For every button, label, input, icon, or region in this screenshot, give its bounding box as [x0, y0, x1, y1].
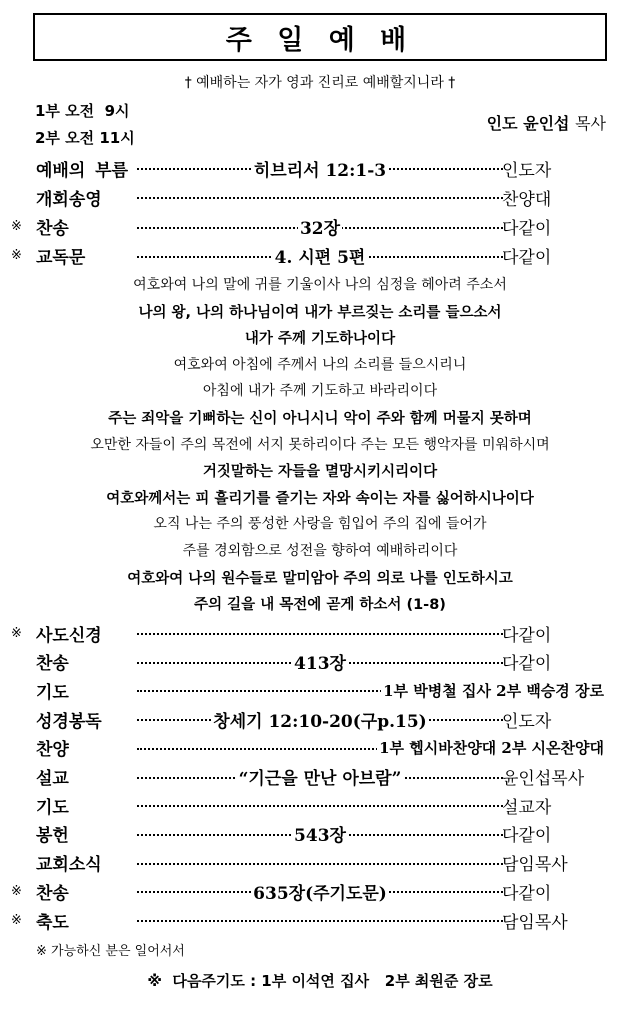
- psalm-line: 여호와여 나의 원수들로 말미암아 주의 의로 나를 인도하시고: [127, 570, 513, 587]
- stand-mark: ※: [11, 219, 22, 235]
- order-detail: [137, 878, 503, 904]
- standing-note: ※ 가능하신 분은 일어서서: [36, 944, 185, 959]
- order-center-text: 413장: [292, 649, 348, 674]
- dot-leader: [137, 633, 503, 635]
- order-label: 찬송: [36, 219, 69, 240]
- order-detail: [137, 764, 503, 790]
- order-detail: [137, 792, 503, 818]
- order-label: 교회소식: [36, 855, 102, 876]
- order-detail: [137, 214, 503, 240]
- order-detail: [137, 243, 503, 269]
- psalm-line: 아침에 내가 주께 기도하고 바라리이다: [202, 383, 438, 400]
- psalm-line: 오만한 자들이 주의 목전에 서지 못하리이다 주는 모든 행악자를 미워하시며: [90, 436, 550, 453]
- psalm-line: 주는 죄악을 기뻐하는 신이 아니시니 악이 주와 함께 머물지 못하며: [108, 411, 532, 427]
- order-label: 기도: [36, 682, 69, 703]
- psalm-line: 나의 왕, 나의 하나님이여 내가 부르짖는 소리를 들으소서: [138, 304, 502, 321]
- order-center-text: 543장: [292, 821, 348, 846]
- order-row: [0, 850, 640, 876]
- order-label: 사도신경: [36, 625, 102, 646]
- order-responsible: 인도자: [502, 160, 552, 181]
- order-responsible: 설교자: [502, 797, 552, 818]
- order-label: 찬양: [36, 740, 69, 761]
- second-service-time: 2부 오전 11시: [35, 129, 135, 147]
- dot-leader: [137, 197, 503, 199]
- order-detail: [137, 620, 503, 646]
- dot-leader: [137, 863, 503, 865]
- stand-mark: ※: [11, 625, 22, 641]
- psalm-line: 주의 길을 내 목전에 곧게 하소서 (1-8): [194, 597, 446, 614]
- order-label: 성경봉독: [36, 711, 102, 732]
- order-detail: [137, 184, 503, 210]
- order-responsible: 다같이: [502, 883, 552, 904]
- order-detail: [137, 850, 503, 876]
- order-center-text: 4. 시편 5편: [273, 243, 368, 268]
- worship-leader: [487, 111, 606, 134]
- stand-mark: ※: [11, 883, 22, 899]
- psalm-line: 내가 주께 기도하나이다: [244, 331, 396, 348]
- order-detail: [137, 677, 606, 703]
- order-row: [0, 214, 640, 240]
- order-label: 봉헌: [36, 826, 69, 847]
- order-detail: [137, 706, 503, 732]
- order-detail: [137, 735, 606, 761]
- dot-leader: [137, 920, 503, 922]
- psalm-line: 오직 나는 주의 풍성한 사랑을 힘입어 주의 집에 들어가: [153, 516, 487, 533]
- order-label: 기도: [36, 797, 69, 818]
- order-row: [0, 184, 640, 210]
- order-label: 찬송: [36, 883, 69, 904]
- order-label: 개회송영: [36, 189, 102, 210]
- service-times: [35, 98, 135, 152]
- order-center-text: 1부 박병철 집사 2부 백승경 장로: [383, 681, 604, 700]
- motto: † 예배하는 자가 영과 진리로 예배할지니라 †: [184, 75, 456, 91]
- order-center-text: 히브리서 12:1-3: [252, 156, 388, 181]
- order-detail: [137, 907, 503, 933]
- order-row: [0, 764, 640, 790]
- order-detail: [137, 821, 503, 847]
- first-service-time: 1부 오전 9시: [35, 102, 130, 120]
- psalm-line: 여호와여 나의 말에 귀를 기울이사 나의 심정을 헤아려 주소서: [133, 277, 507, 293]
- order-detail: [137, 649, 503, 675]
- order-label: 축도: [36, 912, 69, 933]
- order-responsible: 담임목사: [502, 855, 568, 876]
- order-center-text: 635장(주기도문): [251, 879, 389, 904]
- page-title: 주 일 예 배: [33, 13, 607, 61]
- order-responsible: 다같이: [502, 219, 552, 240]
- leader-title: 목사: [575, 114, 606, 133]
- order-center-text: 1부 헵시바찬양대 2부 시온찬양대: [379, 739, 604, 758]
- psalm-line: 주를 경외함으로 성전을 향하여 예배하리이다: [182, 543, 458, 559]
- order-row: [0, 706, 640, 732]
- psalm-line: 여호와께서는 피 흘리기를 즐기는 자와 속이는 자를 싫어하시나이다: [106, 490, 534, 507]
- order-row: [0, 155, 640, 181]
- leader-name: 윤인섭: [523, 114, 570, 133]
- order-row: [0, 878, 640, 904]
- leader-role: 인도: [486, 114, 518, 133]
- order-responsible: 다같이: [502, 625, 552, 646]
- order-responsible: 찬양대: [502, 189, 552, 210]
- order-label: 설교: [36, 769, 69, 789]
- order-row: [0, 792, 640, 818]
- order-responsible: 다같이: [502, 826, 552, 847]
- order-label: 예배의 부름: [36, 160, 128, 181]
- order-row: [0, 243, 640, 269]
- order-responsible: 인도자: [502, 711, 552, 732]
- stand-mark: ※: [11, 248, 22, 264]
- next-week-prayer: ※ 다음주기도 : 1부 이석연 집사 2부 최원준 장로: [147, 972, 493, 990]
- order-label: 교독문: [36, 248, 86, 269]
- order-responsible: 윤인섭목사: [502, 769, 585, 789]
- order-center-text: 창세기 12:10-20(구p.15): [211, 707, 428, 732]
- order-detail: [137, 155, 503, 181]
- order-center-text: “기근을 만난 아브람”: [237, 764, 404, 789]
- order-row: [0, 620, 640, 646]
- order-responsible: 다같이: [502, 654, 552, 675]
- order-responsible: 담임목사: [502, 912, 568, 933]
- stand-mark: ※: [11, 912, 22, 928]
- order-responsible: 다같이: [502, 248, 552, 269]
- order-row: [0, 907, 640, 933]
- psalm-line: 여호와여 아침에 주께서 나의 소리를 들으시리니: [173, 356, 467, 373]
- order-row: [0, 677, 640, 703]
- dot-leader: [137, 805, 503, 807]
- order-center-text: 32장: [298, 214, 342, 239]
- order-row: [0, 735, 640, 761]
- order-row: [0, 821, 640, 847]
- order-label: 찬송: [36, 654, 69, 675]
- psalm-line: 거짓말하는 자들을 멸망시키시리이다: [202, 464, 438, 481]
- order-row: [0, 649, 640, 675]
